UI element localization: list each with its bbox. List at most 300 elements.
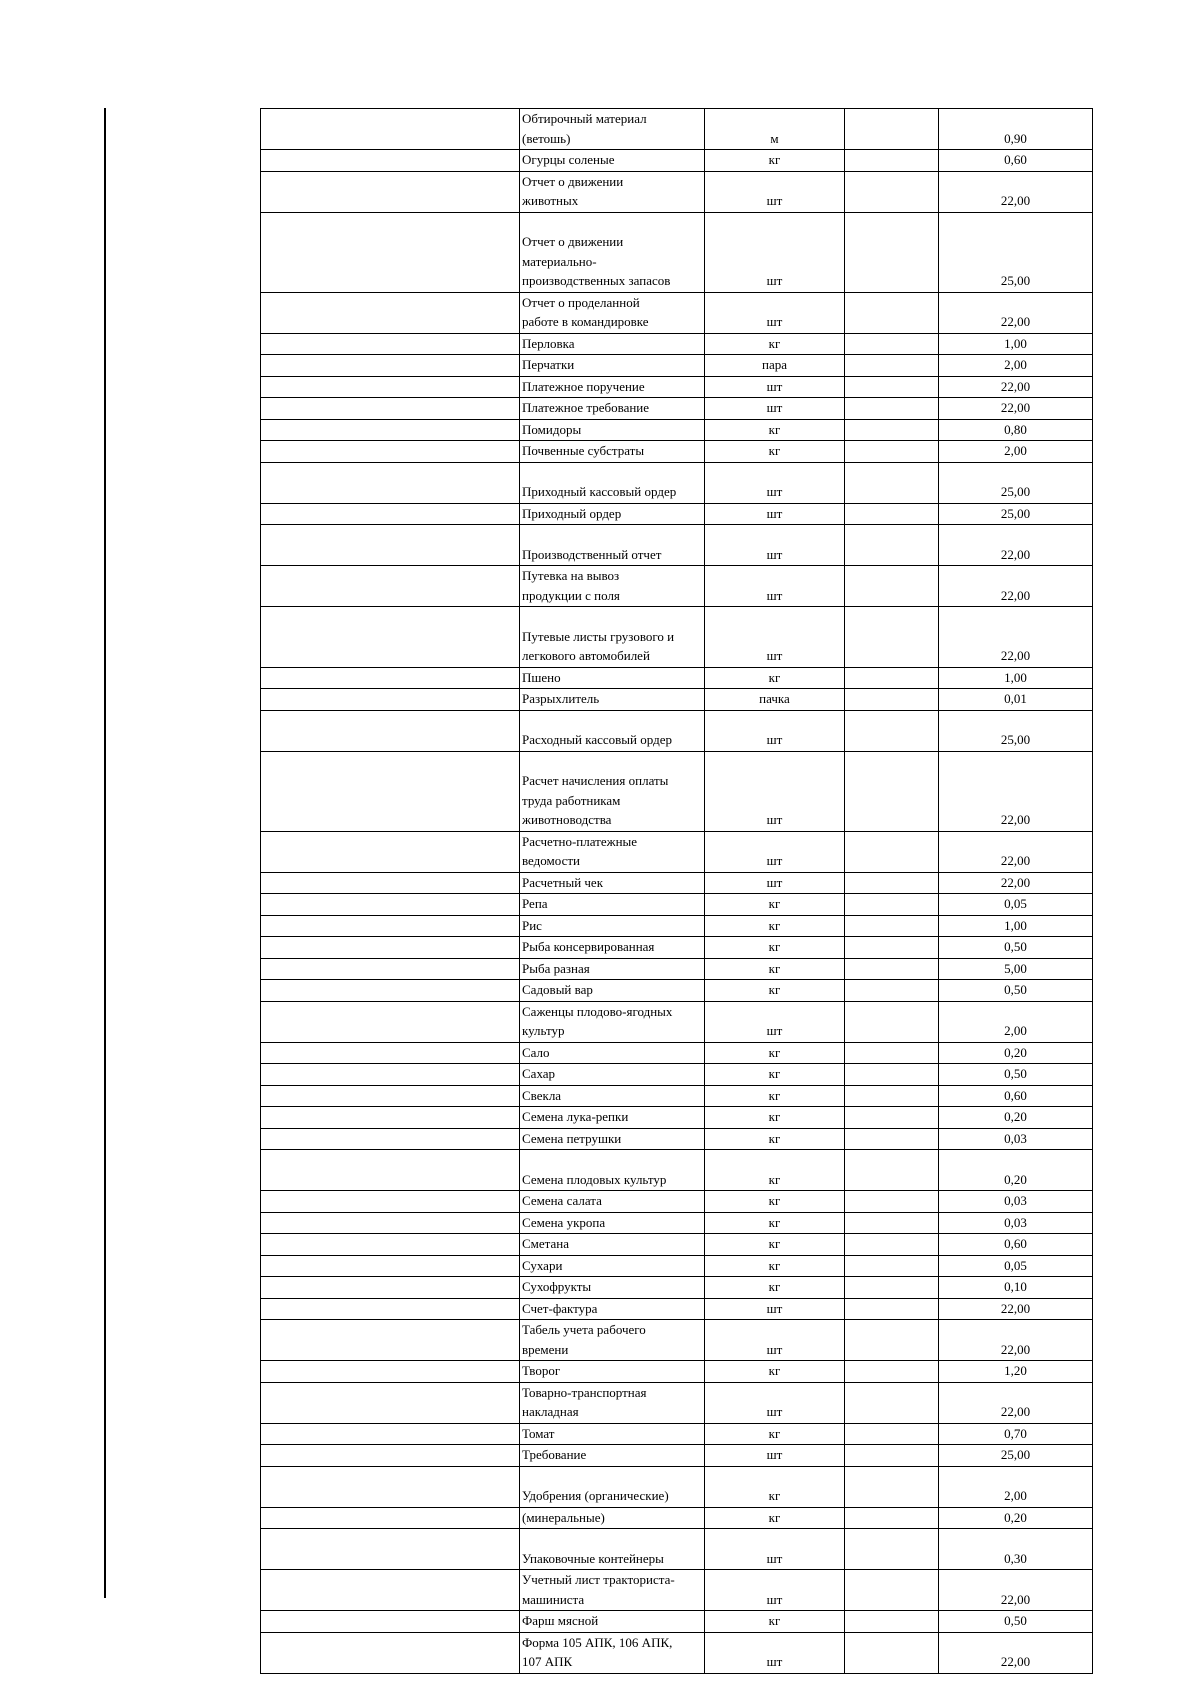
blank-cell	[845, 1570, 939, 1611]
empty-cell	[261, 710, 520, 751]
blank-cell	[845, 1042, 939, 1064]
item-name: Сметана	[522, 1236, 570, 1251]
empty-cell	[261, 1466, 520, 1507]
empty-cell	[261, 1128, 520, 1150]
blank-cell	[845, 1632, 939, 1673]
unit-cell	[705, 667, 845, 689]
item-name: Сало	[522, 1044, 550, 1060]
item-name-cell	[520, 212, 705, 292]
item-name-cell	[520, 1191, 705, 1213]
item-name: Производственный отчет	[522, 546, 662, 562]
value-cell	[939, 710, 1093, 751]
empty-cell	[261, 1191, 520, 1213]
unit-cell	[705, 1507, 845, 1529]
norm-value: 22,00	[1000, 378, 1031, 394]
table-row	[261, 355, 1093, 377]
item-name-cell	[520, 1445, 705, 1467]
unit-cell	[705, 831, 845, 872]
item-name: Приходный кассовый ордер	[522, 484, 677, 499]
empty-cell	[261, 171, 520, 212]
blank-cell	[845, 1107, 939, 1129]
table-row	[261, 937, 1093, 959]
table-row	[261, 1632, 1093, 1673]
value-cell	[939, 1150, 1093, 1191]
norm-value: 22,00	[1000, 314, 1031, 329]
table-row	[261, 1277, 1093, 1299]
item-name-cell	[520, 667, 705, 689]
value-cell	[939, 958, 1093, 980]
table-row	[261, 1150, 1093, 1191]
norm-value: 25,00	[1000, 505, 1031, 521]
value-cell	[939, 566, 1093, 607]
norm-value: 22,00	[1000, 400, 1031, 415]
item-name: Семена петрушки	[522, 1130, 622, 1146]
unit-cell	[705, 872, 845, 894]
unit-label: шт	[766, 1341, 783, 1357]
unit-cell	[705, 1212, 845, 1234]
empty-cell	[261, 1611, 520, 1633]
blank-cell	[845, 1445, 939, 1467]
norm-value: 0,60	[1004, 152, 1027, 167]
blank-cell	[845, 1212, 939, 1234]
norm-value: 5,00	[1004, 960, 1027, 976]
norm-value: 22,00	[1000, 193, 1031, 208]
norm-value: 0,20	[1004, 1044, 1027, 1060]
table-row	[261, 1234, 1093, 1256]
unit-label: кг	[768, 1171, 781, 1187]
norm-value: 0,20	[1004, 1109, 1027, 1124]
unit-cell	[705, 915, 845, 937]
table-row	[261, 710, 1093, 751]
empty-cell	[261, 689, 520, 711]
item-name-cell	[520, 566, 705, 607]
table-row	[261, 171, 1093, 212]
value-cell	[939, 419, 1093, 441]
unit-label: кг	[768, 1109, 781, 1124]
table-row	[261, 1064, 1093, 1086]
unit-label: шт	[766, 812, 783, 827]
item-name-cell	[520, 980, 705, 1002]
item-name-cell	[520, 419, 705, 441]
table-row	[261, 872, 1093, 894]
blank-cell	[845, 212, 939, 292]
item-name-cell	[520, 689, 705, 711]
blank-cell	[845, 1423, 939, 1445]
item-name-cell	[520, 1212, 705, 1234]
item-name-cell	[520, 1632, 705, 1673]
item-name-cell	[520, 1382, 705, 1423]
item-name-cell	[520, 1570, 705, 1611]
value-cell	[939, 1128, 1093, 1150]
table-row	[261, 1191, 1093, 1213]
item-name: Форма 105 АПК, 106 АПК, 107 АПК	[522, 1634, 673, 1669]
unit-cell	[705, 1085, 845, 1107]
unit-label: кг	[768, 1236, 781, 1251]
unit-label: кг	[768, 1044, 781, 1060]
value-cell	[939, 1320, 1093, 1361]
empty-cell	[261, 1085, 520, 1107]
norm-value: 22,00	[1000, 1341, 1031, 1357]
blank-cell	[845, 525, 939, 566]
table-row	[261, 1445, 1093, 1467]
norm-value: 0,01	[1004, 691, 1027, 706]
table-row	[261, 1611, 1093, 1633]
value-cell	[939, 333, 1093, 355]
norm-value: 22,00	[1000, 648, 1031, 663]
table-row	[261, 1255, 1093, 1277]
empty-cell	[261, 109, 520, 150]
item-name: Перловка	[522, 335, 575, 351]
unit-cell	[705, 980, 845, 1002]
item-name-cell	[520, 150, 705, 172]
item-name-cell	[520, 1107, 705, 1129]
empty-cell	[261, 566, 520, 607]
table-row	[261, 831, 1093, 872]
blank-cell	[845, 1361, 939, 1383]
item-name-cell	[520, 355, 705, 377]
unit-label: кг	[768, 1613, 781, 1628]
unit-label: кг	[768, 1066, 781, 1081]
item-name: Садовый вар	[522, 982, 593, 997]
value-cell	[939, 292, 1093, 333]
item-name-cell	[520, 751, 705, 831]
norm-value: 0,50	[1004, 1066, 1027, 1081]
unit-label: шт	[766, 1404, 783, 1419]
unit-label: шт	[766, 400, 783, 415]
empty-cell	[261, 376, 520, 398]
item-name: Путевка на вывоз продукции с поля	[522, 568, 620, 603]
value-cell	[939, 1277, 1093, 1299]
unit-label: шт	[766, 853, 783, 868]
norm-value: 0,03	[1004, 1130, 1027, 1146]
norm-value: 0,80	[1004, 421, 1027, 437]
item-name-cell	[520, 1128, 705, 1150]
unit-cell	[705, 1320, 845, 1361]
blank-cell	[845, 333, 939, 355]
blank-cell	[845, 1255, 939, 1277]
empty-cell	[261, 355, 520, 377]
item-name: Приходный ордер	[522, 505, 622, 521]
unit-label: шт	[766, 648, 783, 663]
value-cell	[939, 1001, 1093, 1042]
table-row	[261, 1107, 1093, 1129]
item-name-cell	[520, 1361, 705, 1383]
empty-cell	[261, 1529, 520, 1570]
value-cell	[939, 109, 1093, 150]
blank-cell	[845, 607, 939, 668]
unit-label: кг	[768, 335, 781, 351]
norm-value: 1,00	[1004, 917, 1027, 933]
unit-label: кг	[768, 1279, 781, 1294]
norm-value: 25,00	[1000, 1447, 1031, 1462]
unit-cell	[705, 1128, 845, 1150]
table-row	[261, 1128, 1093, 1150]
norm-value: 25,00	[1000, 732, 1031, 747]
norm-value: 0,03	[1004, 1214, 1027, 1230]
table-row	[261, 1570, 1093, 1611]
item-name: Путевые листы грузового и легкового автомобилей	[522, 628, 675, 663]
empty-cell	[261, 1107, 520, 1129]
table-row	[261, 751, 1093, 831]
blank-cell	[845, 872, 939, 894]
empty-cell	[261, 150, 520, 172]
table-row	[261, 1212, 1093, 1234]
empty-cell	[261, 503, 520, 525]
unit-cell	[705, 1529, 845, 1570]
empty-cell	[261, 1570, 520, 1611]
norm-value: 1,00	[1004, 335, 1027, 351]
value-cell	[939, 150, 1093, 172]
norm-value: 22,00	[1000, 812, 1031, 827]
unit-cell	[705, 525, 845, 566]
unit-label: шт	[766, 1300, 783, 1316]
empty-cell	[261, 1445, 520, 1467]
item-name: (минеральные)	[522, 1509, 605, 1525]
blank-cell	[845, 292, 939, 333]
item-name-cell	[520, 894, 705, 916]
blank-cell	[845, 109, 939, 150]
norm-value: 0,50	[1004, 939, 1027, 954]
item-name-cell	[520, 1320, 705, 1361]
table-row	[261, 333, 1093, 355]
unit-cell	[705, 1042, 845, 1064]
table-row	[261, 398, 1093, 420]
value-cell	[939, 1298, 1093, 1320]
value-cell	[939, 398, 1093, 420]
table-row	[261, 1085, 1093, 1107]
table-row	[261, 1361, 1093, 1383]
item-name: Свекла	[522, 1087, 562, 1103]
unit-cell	[705, 1298, 845, 1320]
empty-cell	[261, 667, 520, 689]
unit-cell	[705, 566, 845, 607]
unit-label: шт	[766, 1447, 783, 1462]
item-name: Товарно-транспортная накладная	[522, 1384, 647, 1419]
value-cell	[939, 525, 1093, 566]
item-name-cell	[520, 1064, 705, 1086]
empty-cell	[261, 915, 520, 937]
norm-value: 22,00	[1000, 1654, 1031, 1669]
left-margin-line	[104, 108, 106, 1598]
table-row	[261, 607, 1093, 668]
item-name-cell	[520, 503, 705, 525]
unit-cell	[705, 1445, 845, 1467]
empty-cell	[261, 525, 520, 566]
unit-label: шт	[766, 273, 783, 288]
item-name: Перчатки	[522, 357, 575, 372]
unit-label: шт	[766, 587, 783, 603]
unit-label: шт	[766, 193, 783, 208]
value-cell	[939, 1632, 1093, 1673]
blank-cell	[845, 1529, 939, 1570]
unit-label: м	[770, 130, 779, 146]
blank-cell	[845, 1191, 939, 1213]
blank-cell	[845, 980, 939, 1002]
unit-label: шт	[766, 1591, 783, 1607]
unit-label: кг	[768, 1509, 781, 1525]
blank-cell	[845, 566, 939, 607]
value-cell	[939, 171, 1093, 212]
empty-cell	[261, 212, 520, 292]
norm-value: 0,20	[1004, 1171, 1027, 1187]
table-row	[261, 1423, 1093, 1445]
unit-cell	[705, 937, 845, 959]
unit-cell	[705, 1107, 845, 1129]
value-cell	[939, 1191, 1093, 1213]
norm-value: 2,00	[1004, 357, 1027, 372]
norm-value: 22,00	[1000, 1591, 1031, 1607]
item-name-cell	[520, 1529, 705, 1570]
empty-cell	[261, 1423, 520, 1445]
item-name-cell	[520, 1150, 705, 1191]
blank-cell	[845, 1001, 939, 1042]
empty-cell	[261, 292, 520, 333]
unit-label: шт	[766, 546, 783, 562]
item-name: Фарш мясной	[522, 1613, 599, 1628]
unit-cell	[705, 1423, 845, 1445]
empty-cell	[261, 1320, 520, 1361]
norm-value: 22,00	[1000, 853, 1031, 868]
unit-cell	[705, 1277, 845, 1299]
unit-label: шт	[766, 1023, 783, 1038]
item-name-cell	[520, 398, 705, 420]
value-cell	[939, 1382, 1093, 1423]
empty-cell	[261, 1234, 520, 1256]
norm-value: 0,05	[1004, 1257, 1027, 1273]
unit-label: шт	[766, 484, 783, 499]
empty-cell	[261, 958, 520, 980]
blank-cell	[845, 831, 939, 872]
table-row	[261, 462, 1093, 503]
value-cell	[939, 1042, 1093, 1064]
empty-cell	[261, 1001, 520, 1042]
norm-value: 0,90	[1004, 130, 1027, 146]
item-name: Отчет о движении материально- производственных запасов	[522, 234, 671, 288]
table-row	[261, 212, 1093, 292]
item-name: Рыба разная	[522, 960, 590, 976]
item-name: Творог	[522, 1363, 561, 1378]
blank-cell	[845, 1507, 939, 1529]
unit-cell	[705, 894, 845, 916]
unit-cell	[705, 751, 845, 831]
item-name-cell	[520, 376, 705, 398]
blank-cell	[845, 894, 939, 916]
item-name-cell	[520, 1085, 705, 1107]
unit-cell	[705, 419, 845, 441]
value-cell	[939, 1570, 1093, 1611]
unit-cell	[705, 1150, 845, 1191]
empty-cell	[261, 1382, 520, 1423]
empty-cell	[261, 831, 520, 872]
item-name: Репа	[522, 896, 548, 911]
unit-label: кг	[768, 939, 781, 954]
table-row	[261, 1320, 1093, 1361]
item-name: Помидоры	[522, 421, 582, 437]
unit-cell	[705, 150, 845, 172]
empty-cell	[261, 1361, 520, 1383]
item-name: Счет-фактура	[522, 1300, 598, 1316]
empty-cell	[261, 419, 520, 441]
item-name: Платежное поручение	[522, 378, 645, 394]
item-name: Сухофрукты	[522, 1279, 592, 1294]
value-cell	[939, 1507, 1093, 1529]
unit-label: кг	[768, 1214, 781, 1230]
item-name-cell	[520, 831, 705, 872]
table-row	[261, 419, 1093, 441]
item-name-cell	[520, 607, 705, 668]
norm-value: 1,00	[1004, 669, 1027, 685]
table-row	[261, 958, 1093, 980]
empty-cell	[261, 1064, 520, 1086]
unit-cell	[705, 376, 845, 398]
value-cell	[939, 937, 1093, 959]
unit-label: шт	[766, 1654, 783, 1669]
value-cell	[939, 1234, 1093, 1256]
item-name: Табель учета рабочего времени	[522, 1322, 646, 1357]
value-cell	[939, 831, 1093, 872]
item-name: Семена плодовых культур	[522, 1171, 667, 1187]
item-name-cell	[520, 462, 705, 503]
item-name: Сухари	[522, 1257, 563, 1273]
blank-cell	[845, 1382, 939, 1423]
table-row	[261, 292, 1093, 333]
unit-label: шт	[766, 314, 783, 329]
blank-cell	[845, 710, 939, 751]
empty-cell	[261, 1507, 520, 1529]
item-name: Обтирочный материал (ветошь)	[522, 111, 647, 146]
item-name-cell	[520, 333, 705, 355]
blank-cell	[845, 915, 939, 937]
blank-cell	[845, 689, 939, 711]
unit-cell	[705, 1611, 845, 1633]
item-name-cell	[520, 1423, 705, 1445]
item-name: Требование	[522, 1447, 587, 1462]
unit-cell	[705, 212, 845, 292]
item-name: Расходный кассовый ордер	[522, 732, 672, 747]
unit-cell	[705, 1466, 845, 1507]
unit-label: кг	[768, 1257, 781, 1273]
unit-cell	[705, 1361, 845, 1383]
unit-label: кг	[768, 443, 781, 458]
table-row	[261, 1382, 1093, 1423]
value-cell	[939, 1445, 1093, 1467]
table-row	[261, 689, 1093, 711]
blank-cell	[845, 503, 939, 525]
item-name: Семена укропа	[522, 1214, 606, 1230]
unit-cell	[705, 1382, 845, 1423]
table-row	[261, 1298, 1093, 1320]
value-cell	[939, 376, 1093, 398]
value-cell	[939, 980, 1093, 1002]
blank-cell	[845, 1085, 939, 1107]
table-row	[261, 503, 1093, 525]
unit-cell	[705, 1632, 845, 1673]
unit-cell	[705, 1570, 845, 1611]
table-row	[261, 109, 1093, 150]
table-row	[261, 894, 1093, 916]
norm-value: 22,00	[1000, 587, 1031, 603]
value-cell	[939, 751, 1093, 831]
table-row	[261, 667, 1093, 689]
value-cell	[939, 1423, 1093, 1445]
empty-cell	[261, 872, 520, 894]
unit-cell	[705, 1001, 845, 1042]
norm-value: 0,05	[1004, 896, 1027, 911]
unit-label: кг	[768, 152, 781, 167]
norm-value: 22,00	[1000, 546, 1031, 562]
unit-label: кг	[768, 960, 781, 976]
item-name-cell	[520, 171, 705, 212]
